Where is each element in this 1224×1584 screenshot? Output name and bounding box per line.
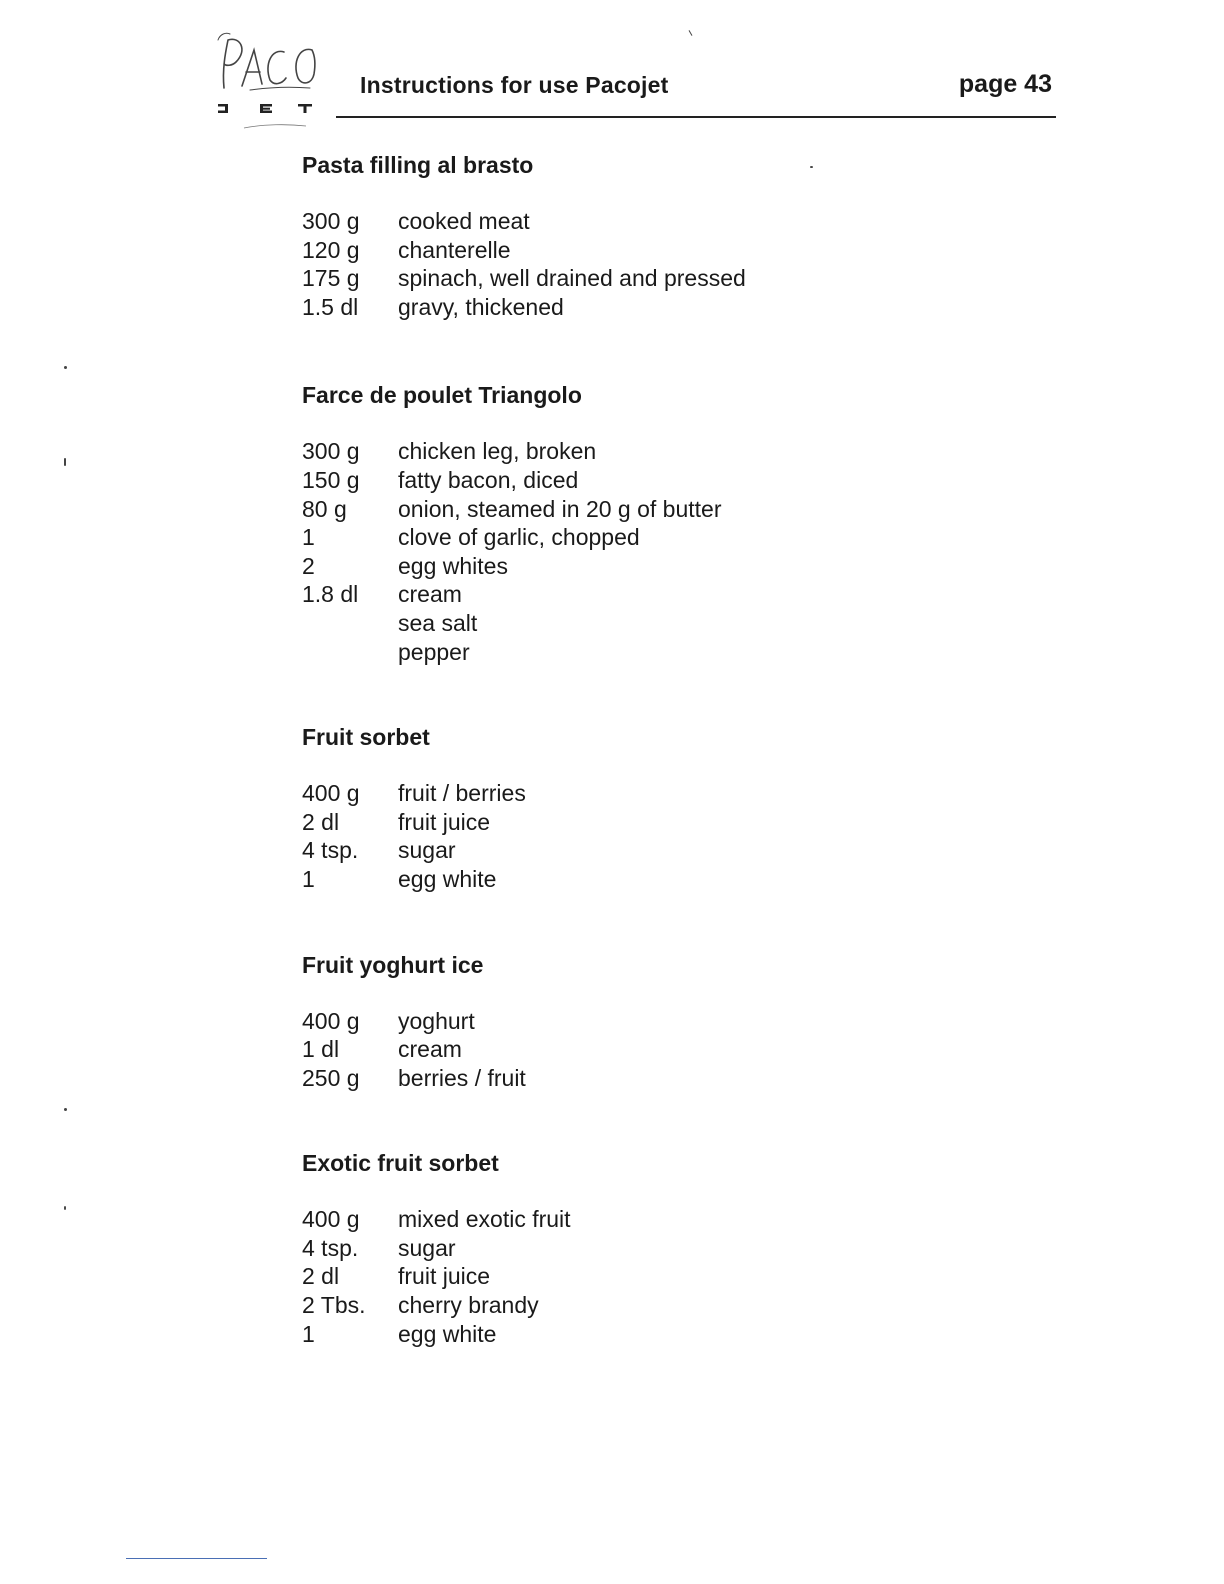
ingredient-list	[302, 207, 1002, 321]
ingredient-name: sea salt	[398, 609, 478, 636]
ingredient-name: sugar	[398, 1234, 456, 1261]
recipe-title: Exotic fruit sorbet	[302, 1150, 499, 1177]
ingredient-name: chanterelle	[398, 236, 511, 263]
recipe-fruit-sorbet	[302, 722, 1002, 893]
ingredient-name: fruit juice	[398, 1263, 491, 1290]
ingredient-row	[302, 1320, 1002, 1349]
ingredient-row	[302, 1064, 1002, 1093]
scan-speck	[64, 458, 66, 466]
ingredient-name: fatty bacon, diced	[398, 466, 579, 493]
ingredient-name: fruit / berries	[398, 780, 526, 807]
ingredient-name: egg white	[398, 865, 497, 892]
ingredient-name: yoghurt	[398, 1007, 475, 1034]
ingredient-quantity: 1 dl	[302, 1036, 340, 1063]
ingredient-quantity: 1.5 dl	[302, 293, 359, 320]
ingredient-row	[302, 808, 1002, 837]
ingredient-name: spinach, well drained and pressed	[398, 265, 746, 292]
ingredient-row	[302, 207, 1002, 236]
ingredient-name: cream	[398, 581, 462, 608]
ingredient-name: sugar	[398, 837, 456, 864]
recipe-pasta-filling	[302, 150, 1002, 321]
ingredient-quantity: 120 g	[302, 236, 360, 263]
recipe-exotic-fruit-sorbet	[302, 1148, 1002, 1348]
ingredient-row	[302, 638, 1002, 667]
ingredient-name: gravy, thickened	[398, 293, 564, 320]
recipe-farce-de-poulet	[302, 380, 1002, 666]
recipe-title: Farce de poulet Triangolo	[302, 382, 582, 409]
scan-speck	[64, 366, 67, 369]
pacojet-logo	[214, 28, 326, 136]
ingredient-name: clove of garlic, chopped	[398, 524, 640, 551]
ingredient-quantity: 2 dl	[302, 1263, 340, 1290]
recipe-list	[302, 150, 1002, 1348]
ingredient-row	[302, 1007, 1002, 1036]
ingredient-row	[302, 466, 1002, 495]
ingredient-row	[302, 552, 1002, 581]
ingredient-quantity: 1.8 dl	[302, 581, 359, 608]
ingredient-quantity: 150 g	[302, 466, 360, 493]
ingredient-row	[302, 264, 1002, 293]
ingredient-quantity: 1	[302, 1320, 315, 1347]
ingredient-quantity: 175 g	[302, 265, 360, 292]
ingredient-row	[302, 1234, 1002, 1263]
ingredient-quantity: 300 g	[302, 208, 360, 234]
recipe-title: Fruit yoghurt ice	[302, 951, 484, 978]
recipe-title: Fruit sorbet	[302, 724, 430, 751]
footer-divider	[126, 1558, 267, 1559]
ingredient-row	[302, 609, 1002, 638]
ingredient-name: egg whites	[398, 552, 508, 579]
ingredient-quantity: 250 g	[302, 1064, 360, 1091]
ingredient-name: onion, steamed in 20 g of butter	[398, 495, 722, 522]
ingredient-quantity: 400 g	[302, 1007, 360, 1034]
ingredient-list	[302, 779, 1002, 893]
document-title: Instructions for use Pacojet	[360, 72, 669, 98]
ingredient-row	[302, 836, 1002, 865]
ingredient-quantity: 1	[302, 524, 315, 551]
ingredient-name: egg white	[398, 1320, 497, 1347]
ingredient-name: mixed exotic fruit	[398, 1206, 571, 1233]
ingredient-name: cherry brandy	[398, 1292, 539, 1319]
ingredient-list	[302, 1205, 1002, 1348]
ingredient-row	[302, 779, 1002, 808]
ingredient-quantity	[302, 609, 398, 638]
ingredient-quantity: 4 tsp.	[302, 837, 359, 864]
ingredient-quantity	[302, 638, 398, 667]
ingredient-row	[302, 1291, 1002, 1320]
ingredient-row	[302, 1035, 1002, 1064]
ingredient-name: pepper	[398, 638, 470, 665]
scan-speck	[64, 1108, 67, 1111]
ingredient-row	[302, 437, 1002, 466]
ingredient-row	[302, 1205, 1002, 1234]
ingredient-list	[302, 437, 1002, 666]
ingredient-row	[302, 580, 1002, 609]
ingredient-quantity: 4 tsp.	[302, 1234, 359, 1261]
ingredient-row	[302, 865, 1002, 894]
scan-speck	[810, 166, 813, 168]
ingredient-row	[302, 523, 1002, 552]
ingredient-name: fruit juice	[398, 808, 491, 835]
ingredient-quantity: 400 g	[302, 1206, 360, 1233]
ingredient-quantity: 2 dl	[302, 808, 340, 835]
ingredient-quantity: 300 g	[302, 438, 360, 465]
ingredient-quantity: 400 g	[302, 780, 360, 807]
ingredient-quantity: 80 g	[302, 495, 347, 522]
ingredient-row	[302, 1262, 1002, 1291]
ingredient-row	[302, 293, 1002, 322]
header-divider	[336, 116, 1056, 118]
ingredient-name: cooked meat	[398, 208, 530, 234]
ingredient-name: chicken leg, broken	[398, 438, 597, 465]
ingredient-quantity: 2	[302, 552, 315, 579]
recipe-title: Pasta filling al brasto	[302, 152, 534, 178]
ingredient-row	[302, 236, 1002, 265]
ingredient-quantity: 2 Tbs.	[302, 1292, 366, 1319]
ingredient-name: berries / fruit	[398, 1064, 526, 1091]
scan-speck	[689, 30, 693, 36]
scan-speck	[64, 1206, 66, 1210]
page-number: page 43	[958, 70, 1052, 98]
ingredient-list	[302, 1007, 1002, 1093]
recipe-fruit-yoghurt-ice	[302, 950, 1002, 1093]
ingredient-quantity: 1	[302, 865, 315, 892]
ingredient-row	[302, 495, 1002, 524]
ingredient-name: cream	[398, 1036, 462, 1063]
